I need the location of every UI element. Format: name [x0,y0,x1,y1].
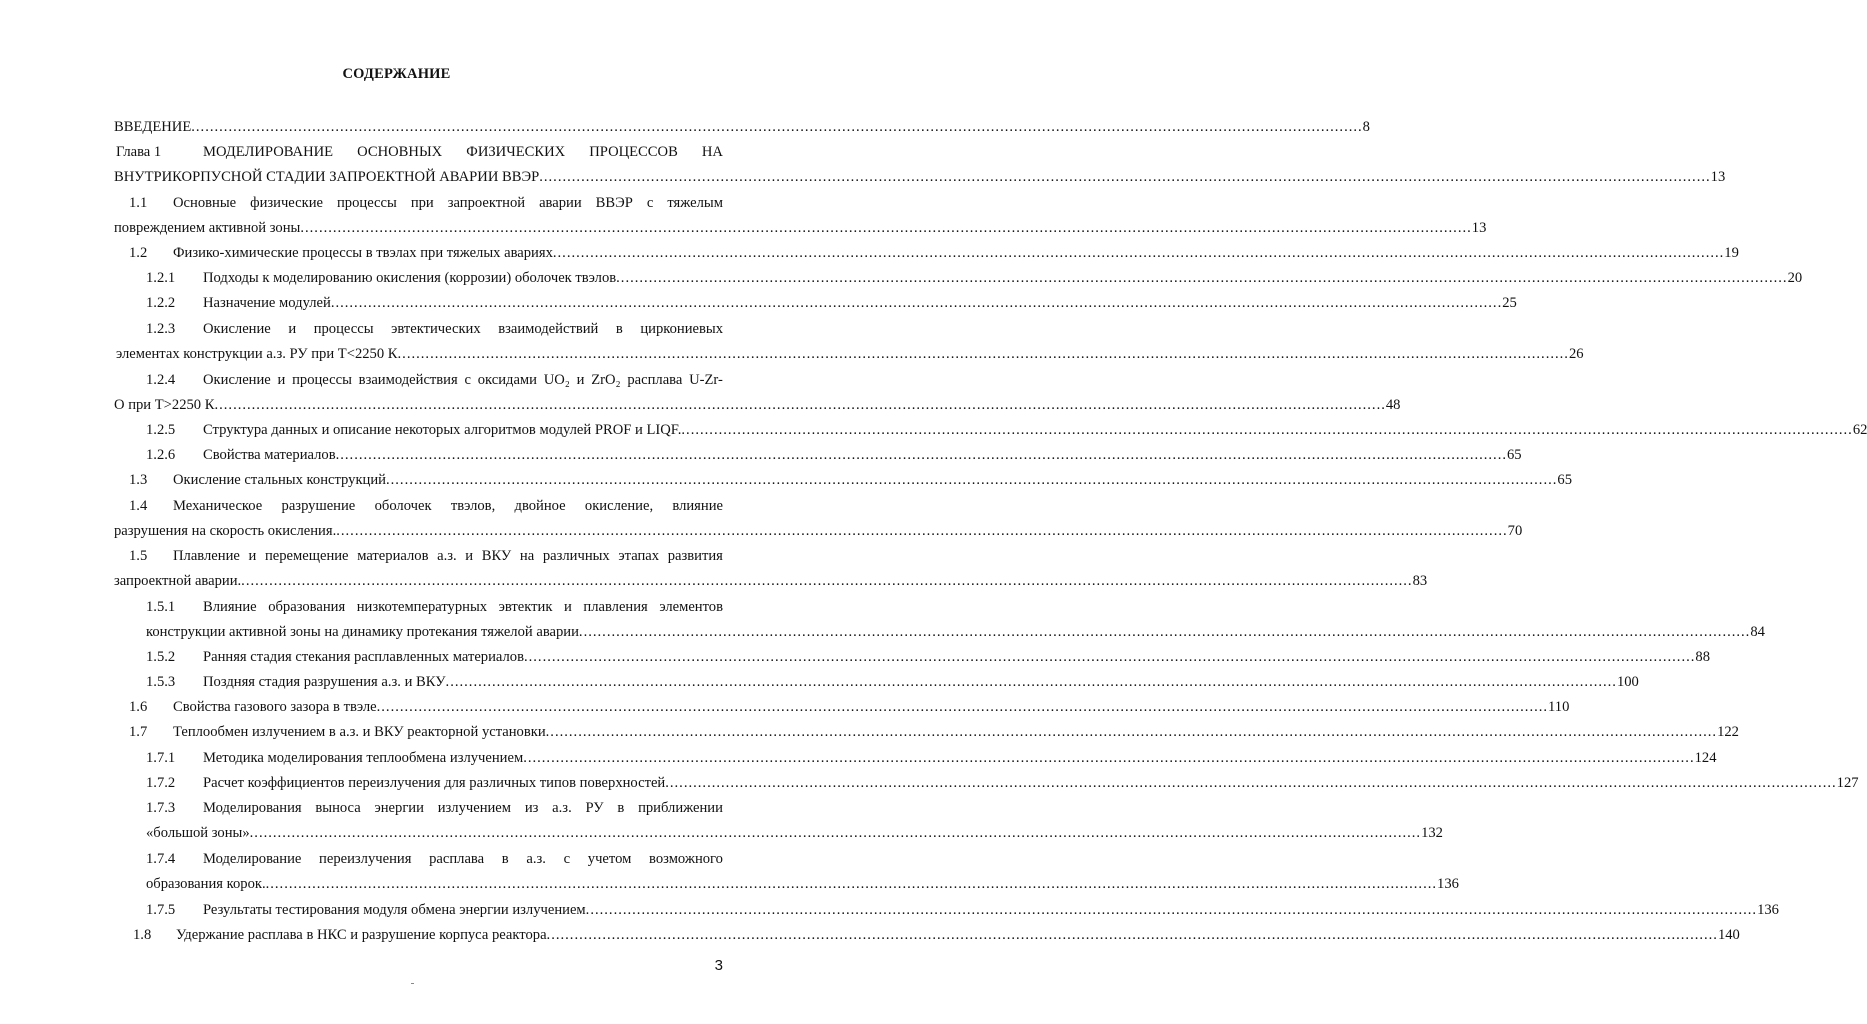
toc-word: ФИЗИЧЕСКИХ [466,144,566,160]
toc-line [114,218,1487,238]
toc-leader-dots [446,672,1617,692]
toc-line [116,142,723,162]
toc-leader-dots [386,470,1557,490]
toc-word: процессы [337,195,397,211]
toc-word: расплава [627,372,683,388]
toc-leader-dots [398,344,1569,364]
toc-page-number: 65 [1557,472,1572,488]
toc-word: из [524,800,539,816]
toc-page-number: 25 [1502,295,1517,311]
toc-page-number: 110 [1548,699,1570,715]
toc-entry-number: 1.5.1 [146,599,176,615]
toc-word: материалов [357,548,429,564]
toc-entry-title: Окисление стальных конструкций [173,472,386,488]
toc-entry-title: «большой зоны» [146,825,250,841]
toc-word: а.з. [526,851,546,867]
toc-entry-title: ВНУТРИКОРПУСНОЙ СТАДИИ ЗАПРОЕКТНОЙ АВАРИИ ВВЭР [114,169,540,185]
toc-entry-title [173,546,723,566]
toc-word: влияние [672,498,723,514]
toc-line [146,823,1443,843]
toc-page-number: 100 [1616,674,1639,690]
toc-entry-title: Удержание расплава в НКС и разрушение корпуса реактора [176,927,547,943]
toc-leader-dots [681,420,1852,440]
toc-entry-number: 1.6 [129,699,148,715]
toc-entry-title [173,496,723,516]
toc-entry-title: Поздняя стадия разрушения а.з. и ВКУ [203,674,446,690]
toc-line [114,521,1523,541]
toc-leader-dots [336,445,1507,465]
toc-word: процессы [292,372,352,388]
toc-entry-title [203,798,723,818]
toc-entry-title: O при Т>2250 К [114,397,215,413]
toc-page-number: 20 [1787,270,1803,286]
toc-line [129,496,723,516]
toc-line [146,293,1517,313]
toc-entry-title: Методика моделирования теплообмена излучением [203,750,524,766]
toc-page-number: 62 [1852,422,1867,438]
toc-word: взаимодействий [498,321,599,337]
toc-line [129,243,1739,263]
toc-word: Окисление [203,372,271,388]
toc-word: переизлучения [319,851,412,867]
toc-entry-title [173,193,723,213]
toc-entry-title: запроектной аварии. [114,573,242,589]
toc-page-number: 140 [1717,927,1740,943]
toc-line [146,672,1639,692]
toc-page-number: 26 [1568,346,1584,362]
toc-word: Окисление [203,321,271,337]
toc-page-number: 70 [1507,523,1523,539]
toc-entry-title [203,319,723,339]
toc-page-number: 48 [1385,397,1401,413]
toc-entry-number: 1.2.1 [146,270,176,286]
toc-word: учетом [587,851,632,867]
toc-leader-dots [214,395,1385,415]
toc-leader-dots [553,243,1724,263]
toc-title: СОДЕРЖАНИЕ [342,66,451,82]
toc-word: возможного [649,851,723,867]
toc-word: Плавление [173,548,240,564]
toc-word: с [563,851,571,867]
toc-entry-number: 1.2.2 [146,295,176,311]
toc-word: с [464,372,471,388]
toc-leader-dots [665,773,1836,793]
toc-word: различных [542,548,610,564]
toc-entry-title [203,849,723,869]
toc-word: РУ [585,800,604,816]
toc-page-number: 13 [1710,169,1726,185]
toc-line [146,319,723,339]
toc-entry-number: 1.2.4 [146,372,176,388]
toc-leader-dots [539,167,1710,187]
toc-entry-title: Результаты тестирования модуля обмена энергии излучением [203,902,586,918]
toc-word: и [576,372,585,388]
toc-word: и [465,548,474,564]
toc-entry-number: 1.2.6 [146,447,176,463]
toc-leader-dots [266,874,1437,894]
toc-entry-number: 1.3 [129,472,148,488]
toc-word: оболочек [374,498,432,514]
toc-page-number: 65 [1507,447,1522,463]
toc-line [116,344,1584,364]
toc-line [129,470,1572,490]
toc-entry-number: 1.7 [129,724,148,740]
toc-word: расплава [429,851,485,867]
toc-line [146,874,1459,894]
toc-word: приближении [638,800,723,816]
toc-entry-number: 1.1 [129,195,148,211]
toc-entry-number: Глава 1 [116,144,162,160]
toc-line [129,697,1570,717]
toc-entry-title [203,597,723,617]
toc-line [114,395,1401,415]
toc-page-number: 132 [1421,825,1443,841]
toc-word: НА [701,144,723,160]
toc-page-number: 13 [1471,220,1487,236]
toc-word: энергии [374,800,424,816]
toc-entry-title: Расчет коэффициентов переизлучения для различных типов поверхностей [203,775,666,791]
toc-leader-dots [377,697,1548,717]
toc-line [129,722,1739,742]
toc-entry-title [203,370,723,390]
toc-leader-dots [546,722,1717,742]
toc-line [133,925,1740,945]
toc-word: а.з. [552,800,572,816]
toc-page-number: 136 [1757,902,1779,918]
toc-entry-title: Теплообмен излучением в а.з. и ВКУ реакторной установки [173,724,546,740]
toc-leader-dots [579,622,1750,642]
toc-leader-dots [300,218,1471,238]
toc-word: U-Zr- [689,372,723,388]
toc-entry-title: Структура данных и описание некоторых алгоритмов модулей PROF и LIQF. [203,422,682,438]
toc-leader-dots [241,571,1412,591]
toc-line [146,849,723,869]
toc-word: излучением [437,800,512,816]
toc-word: ВКУ [481,548,512,564]
toc-leader-dots [336,521,1507,541]
toc-word: запроектной [447,195,526,211]
toc-word: взаимодействия [358,372,458,388]
toc-word: этапах [618,548,660,564]
toc-line [146,622,1765,642]
toc-leader-dots [616,268,1787,288]
toc-line [114,117,1370,137]
toc-entry-number: 1.5 [129,548,148,564]
toc-word: аварии [539,195,582,211]
toc-word: с [646,195,654,211]
toc-word: Моделирования [203,800,302,816]
toc-word: развития [667,548,723,564]
toc-line [146,647,1710,667]
toc-line [146,597,723,617]
toc-word: ПРОЦЕССОВ [589,144,678,160]
toc-line [146,268,1803,288]
toc-entry-title: образования корок. [146,876,266,892]
toc-entry-number: 1.4 [129,498,148,514]
toc-entry-title: ВВЕДЕНИЕ [114,119,192,135]
toc-entry-number: 1.5.3 [146,674,176,690]
toc-leader-dots [524,647,1695,667]
toc-entry-number: 1.5.2 [146,649,176,665]
toc-entry-title: повреждением активной зоны [114,220,301,236]
toc-line [129,546,723,566]
toc-word: эвтектических [391,321,481,337]
toc-word: процессы [313,321,374,337]
toc-leader-dots [523,748,1694,768]
toc-entry-number: 1.7.3 [146,800,176,816]
toc-word: ВВЭР [595,195,633,211]
toc-page-number: 122 [1717,724,1739,740]
toc-word: твэлов, [450,498,496,514]
toc-word: и [248,548,257,564]
toc-word: тяжелым [667,195,723,211]
toc-word: двойное [514,498,566,514]
toc-leader-dots [547,925,1718,945]
toc-page-number: 88 [1695,649,1710,665]
toc-word: в [501,851,509,867]
toc-word: элементов [659,599,723,615]
toc-word: низкотемпературных [356,599,488,615]
toc-line [146,370,723,390]
toc-word: в [617,800,625,816]
toc-line [114,571,1428,591]
toc-leader-dots [191,117,1362,137]
toc-word: а.з. [437,548,457,564]
toc-entry-title: Физико-химические процессы в твэлах при тяжелых авариях [173,245,553,261]
toc-word: выноса [315,800,361,816]
toc-word: при [410,195,434,211]
toc-entry-number: 1.7.5 [146,902,176,918]
toc-word: и [277,372,286,388]
toc-leader-dots [250,823,1421,843]
toc-entry-title: элементах конструкции а.з. РУ при Т<2250 К [116,346,398,362]
toc-word: МОДЕЛИРОВАНИЕ [203,144,334,160]
toc-line [146,900,1779,920]
toc-page-number: 8 [1362,119,1370,135]
toc-entry-number: 1.2.3 [146,321,176,337]
toc-word: Моделирование [203,851,302,867]
toc-word: UO₂ [543,372,570,388]
toc-line [114,167,1726,187]
toc-word: перемещение [264,548,349,564]
page-number: 3 [714,957,723,974]
toc-word: образования [268,599,346,615]
toc-line [146,798,723,818]
toc-entry-number: 1.8 [133,927,152,943]
toc-line [146,420,1867,440]
toc-line [146,445,1522,465]
toc-word: эвтектик [498,599,553,615]
toc-line [146,773,1859,793]
toc-word: ZrO₂ [591,372,621,388]
toc-page-number: 84 [1750,624,1765,640]
toc-word: физические [250,195,323,211]
toc-leader-dots [331,293,1502,313]
toc-page-number: 136 [1437,876,1459,892]
toc-word: циркониевых [640,321,723,337]
toc-entry-title: Свойства материалов [203,447,336,463]
toc-word: Механическое [173,498,263,514]
toc-entry-title [203,142,723,162]
toc-page-number: 124 [1694,750,1717,766]
toc-entry-title: конструкции активной зоны на динамику протекания тяжелой аварии [146,624,579,640]
toc-page-number: 19 [1724,245,1739,261]
toc-entry-title: Ранняя стадия стекания расплавленных материалов [203,649,524,665]
toc-line [129,193,723,213]
toc-entry-number: 1.7.2 [146,775,176,791]
toc-word: Основные [173,195,237,211]
toc-word: Влияние [203,599,257,615]
toc-word: ОСНОВНЫХ [357,144,443,160]
toc-word: плавления [583,599,648,615]
toc-entry-number: 1.7.4 [146,851,176,867]
toc-entry-title: Свойства газового зазора в твэле [173,699,377,715]
toc-page-number: 83 [1412,573,1428,589]
toc-page-number: 127 [1836,775,1859,791]
toc-entry-number: 1.7.1 [146,750,176,766]
toc-word: в [615,321,623,337]
toc-word: оксидами [477,372,537,388]
toc-word: и [288,321,297,337]
toc-leader-dots [586,900,1757,920]
toc-entry-title: Назначение модулей [203,295,331,311]
toc-line [146,748,1717,768]
toc-word: окисление, [584,498,654,514]
toc-word: на [519,548,535,564]
toc-entry-title: Подходы к моделированию окисления (коррозии) оболочек твэлов [203,270,617,286]
toc-entry-number: 1.2 [129,245,148,261]
scan-mark [411,983,414,984]
toc-entry-number: 1.2.5 [146,422,176,438]
toc-word: разрушение [281,498,356,514]
toc-word: и [564,599,572,615]
toc-entry-title: разрушения на скорость окисления. [114,523,337,539]
